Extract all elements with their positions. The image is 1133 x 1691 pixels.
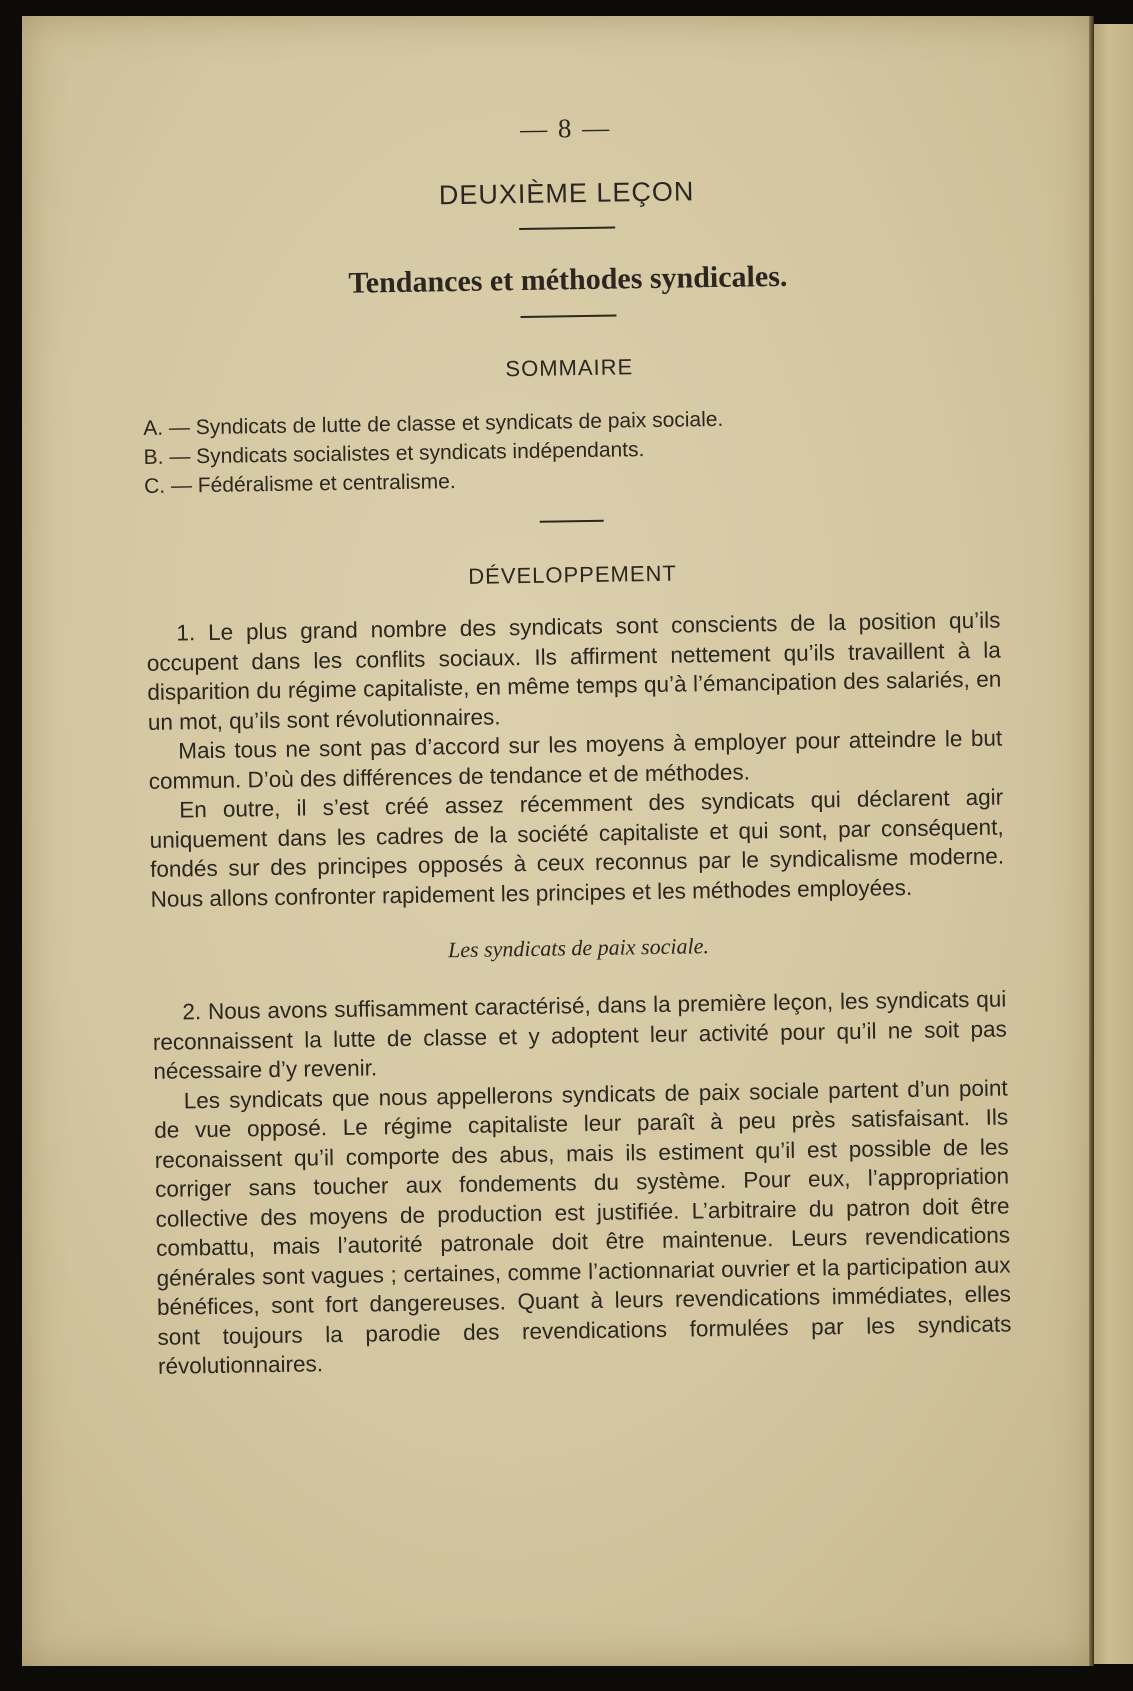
lesson-heading: DEUXIÈME LEÇON	[438, 176, 695, 211]
chapter-title: Tendances et méthodes syndicales.	[348, 259, 788, 300]
body-paragraph: 2. Nous avons suffisamment caractérisé, dans la première leçon, les syndicats qui reconnaissent la lutte de classe et y adoptent leur activité pour qu’il ne soit pas nécessaire d’y revenir.	[152, 986, 1007, 1084]
page-content	[138, 83, 1012, 1382]
divider-rule	[521, 315, 617, 319]
body-paragraph: Mais tous ne sont pas d’accord sur les moyens à employer pour atteindre le but commun. D’où des différences de tendance et de méthodes.	[148, 725, 1003, 794]
summary-item: B. — Syndicats socialistes et syndicats indépendants.	[143, 438, 645, 469]
body-paragraph: Les syndicats que nous appellerons syndicats de paix sociale partent d’un point de vue opposé. Le régime capitaliste leur paraît à peu près satisfaisant. Ils reconaissent qu’il comporte des abus, mais ils estiment qu’il est possible de les corriger sans toucher aux fondements du système. Pour eux, l’appropriation collective des moyens de production est justifiée. L’arbitraire du patron doit être combattu, mais l’autorité patronale doit être maintenue. Leurs revendications générales sont vagues ; certaines, comme l’actionnariat ouvrier et la participation aux bénéfices, sont fort dangereuses. Quant à leurs revendications immédiates, elles sont toujours la parodie des revendications formulées par les syndicats révolutionnaires.	[154, 1074, 1012, 1379]
book-page	[22, 16, 1094, 1666]
divider-rule	[519, 227, 615, 231]
body-paragraph: En outre, il s’est créé assez récemment des syndicats qui déclarent agir uniquement dans les cadres de la société capitaliste et qui sont, par conséquent, fondés sur des principes opposés à ceux reconnus par le syndicalisme moderne. Nous allons confronter rapidement les principes et les méthodes employées.	[149, 784, 1005, 912]
adjacent-page-edge	[1094, 24, 1133, 1664]
summary-list	[143, 401, 998, 501]
summary-item: C. — Fédéralisme et centralisme.	[143, 470, 456, 498]
divider-rule	[540, 520, 604, 523]
body-section-1	[146, 606, 1005, 914]
development-heading: DÉVELOPPEMENT	[468, 560, 678, 589]
section-subheading: Les syndicats de paix sociale.	[447, 933, 710, 963]
body-section-2	[152, 984, 1012, 1381]
summary-heading: SOMMAIRE	[505, 354, 634, 382]
page-number: — 8 —	[519, 112, 612, 145]
summary-item: A. — Syndicats de lutte de classe et syndicats de paix sociale.	[143, 407, 724, 440]
body-paragraph: 1. Le plus grand nombre des syndicats sont conscients de la position qu’ils occupent dans les conflits sociaux. Ils affirment nettement qu’ils travaillent à la disparition du régime capitaliste, en même temps qu’à l’émancipation des salariés, en un mot, qu’ils sont révolutionnaires.	[146, 607, 1002, 735]
